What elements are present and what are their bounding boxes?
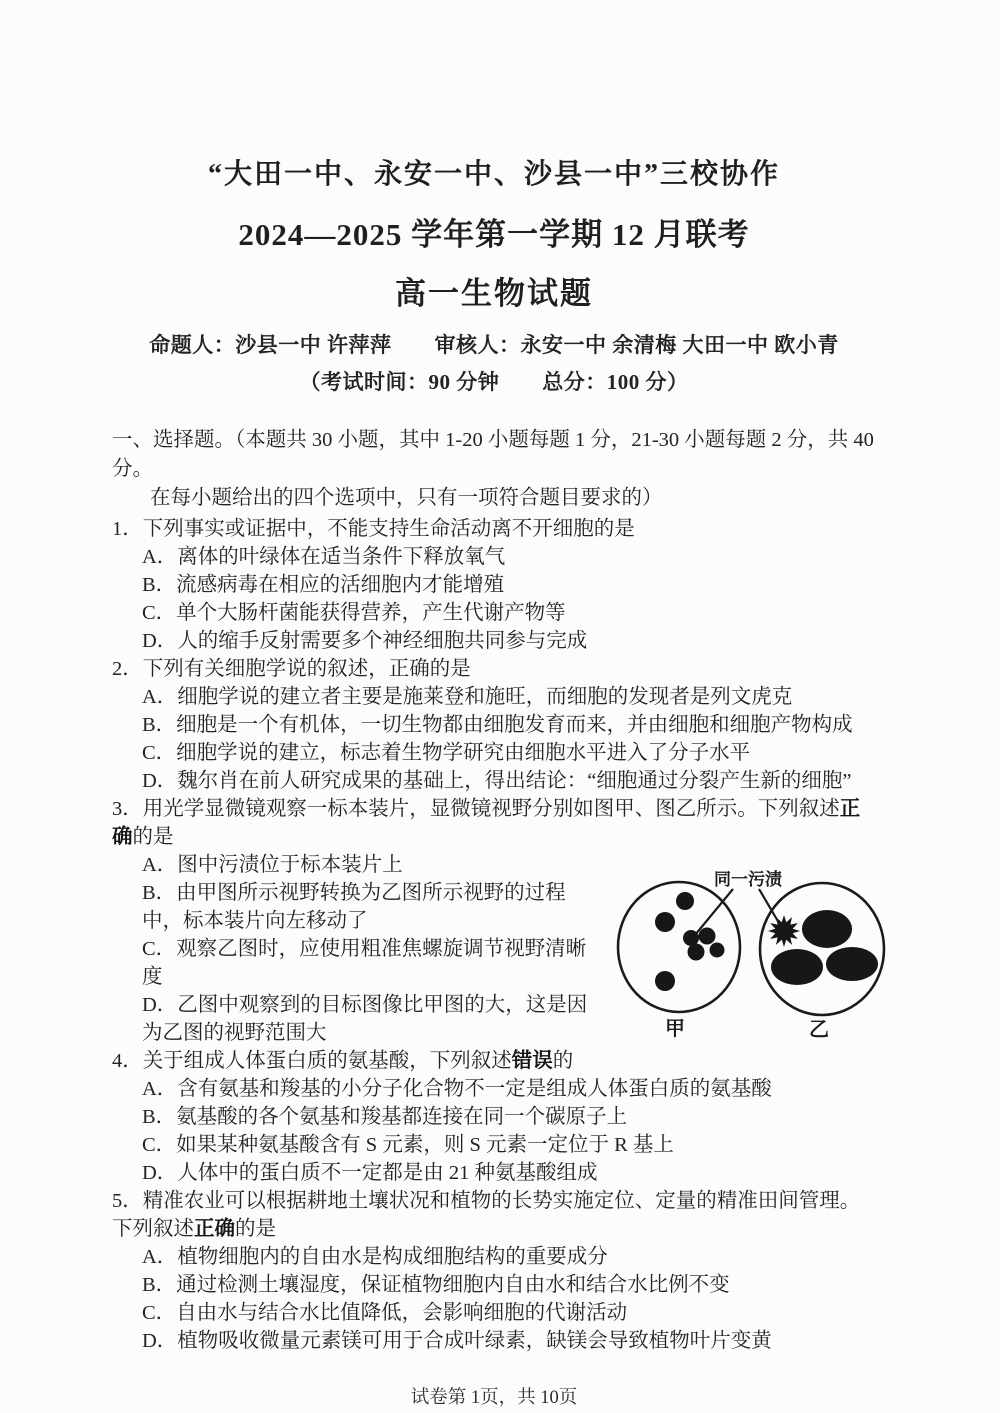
- label-yi: 乙: [809, 1019, 829, 1041]
- question-5-stem: [112, 1187, 876, 1243]
- option-c: C．观察乙图时，应使用粗准焦螺旋调节视野清晰度: [142, 938, 587, 988]
- question-number: 4．: [112, 1050, 143, 1072]
- question-2-options: [112, 683, 876, 795]
- option-c: C．如果某种氨基酸含有 S 元素，则 S 元素一定位于 R 基上: [142, 1134, 674, 1156]
- microscope-figure-svg: [607, 853, 892, 1041]
- stem-text: 关于组成人体蛋白质的氨基酸，下列叙述: [142, 1050, 512, 1072]
- stem-text: 下列事实或证据中，不能支持生命活动离不开细胞的是: [142, 518, 635, 540]
- stem-text: 用光学显微镜观察一标本装片，显微镜视野分别如图甲、图乙所示。下列叙述: [142, 798, 840, 820]
- question-1-stem: [112, 515, 876, 543]
- section-one-header: [112, 426, 876, 513]
- field-of-view-yi: [760, 883, 884, 1015]
- label-jia: 甲: [665, 1018, 685, 1040]
- question-list: [112, 515, 876, 1355]
- pointer-line-left: [695, 889, 733, 935]
- option-d: D．人体中的蛋白质不一定都是由 21 种氨基酸组成: [142, 1162, 598, 1184]
- option-d: D．植物吸收微量元素镁可用于合成叶绿素，缺镁会导致植物叶片变黄: [142, 1330, 772, 1352]
- stem-text: 的是: [235, 1218, 276, 1240]
- stem-emphasis: 错误: [511, 1050, 553, 1072]
- option-a: A．离体的叶绿体在适当条件下释放氧气: [142, 546, 506, 568]
- section-instructions-line1: 一、选择题。（本题共 30 小题，其中 1-20 小题每题 1 分，21-30 小题每题 2 分，共 40 分。: [112, 429, 874, 480]
- option-b: B．流感病毒在相应的活细胞内才能增殖: [142, 574, 505, 596]
- specimen-dot: [655, 912, 675, 932]
- option-c: C．自由水与结合水比值降低，会影响细胞的代谢活动: [142, 1302, 628, 1324]
- question-number: 5．: [112, 1190, 143, 1212]
- question-5: [112, 1187, 876, 1355]
- question-4-stem: [112, 1047, 876, 1075]
- option-a: A．含有氨基和羧基的小分子化合物不一定是组成人体蛋白质的氨基酸: [142, 1078, 772, 1100]
- large-specimen-blob: [826, 947, 878, 981]
- option-d: D．人的缩手反射需要多个神经细胞共同参与完成: [142, 630, 588, 652]
- question-number: 1．: [112, 518, 143, 540]
- stem-text: 精准农业可以根据耕地土壤状况和植物的长势实施定位、定量的精准田间管理。下列叙述: [112, 1190, 861, 1240]
- stem-text: 下列有关细胞学说的叙述，正确的是: [142, 658, 471, 680]
- option-d: D．魏尔肖在前人研究成果的基础上，得出结论：“细胞通过分裂产生新的细胞”: [142, 770, 852, 792]
- microscope-views-figure: [607, 853, 892, 1041]
- stain-cluster-dot: [699, 928, 716, 945]
- question-4-options: [112, 1075, 876, 1187]
- stain-cluster-dot: [710, 943, 725, 958]
- option-b: B．细胞是一个有机体，一切生物都由细胞发育而来，并由细胞和细胞产物构成: [142, 714, 853, 736]
- authors-line: 命题人：沙县一中 许萍萍 审核人：永安一中 余清梅 大田一中 欧小青: [149, 333, 839, 357]
- stem-emphasis: 正确: [112, 798, 861, 848]
- specimen-dot: [655, 971, 675, 991]
- option-b: B．氨基酸的各个氨基和羧基都连接在同一个碳原子上: [142, 1106, 628, 1128]
- option-d: D．乙图中观察到的目标图像比甲图的大，这是因为乙图的视野范围大: [142, 994, 588, 1044]
- same-stain-annotation: 同一污渍: [714, 870, 782, 889]
- section-instructions-line2: 在每小题给出的四个选项中，只有一项符合题目要求的）: [150, 487, 663, 509]
- question-number: 2．: [112, 658, 143, 680]
- page-number-footer: 试卷第 1页，共 10页: [410, 1388, 578, 1408]
- question-1: [112, 515, 876, 655]
- stain-cluster-dot: [688, 944, 705, 961]
- question-3-stem: [112, 795, 876, 851]
- option-c: C．单个大肠杆菌能获得营养，产生代谢产物等: [142, 602, 566, 624]
- exam-header: [112, 152, 876, 396]
- subject-title: 高一生物试题: [395, 276, 593, 311]
- large-specimen-blob: [802, 910, 852, 948]
- exam-time-score-line: （考试时间：90 分钟 总分：100 分）: [299, 370, 689, 394]
- question-2-stem: [112, 655, 876, 683]
- question-5-options: [112, 1243, 876, 1355]
- specimen-dot: [676, 892, 694, 910]
- large-specimen-blob: [771, 949, 823, 985]
- stem-text: 的是: [132, 826, 174, 848]
- option-c: C．细胞学说的建立，标志着生物学研究由细胞水平进入了分子水平: [142, 742, 751, 764]
- school-collaboration-title: “大田一中、永安一中、沙县一中”三校协作: [207, 159, 780, 190]
- option-a: A．植物细胞内的自由水是构成细胞结构的重要成分: [142, 1246, 608, 1268]
- option-a: A．细胞学说的建立者主要是施莱登和施旺，而细胞的发现者是列文虎克: [142, 686, 793, 708]
- question-1-options: [112, 543, 876, 655]
- stem-emphasis: 正确: [194, 1218, 235, 1240]
- option-b: B．由甲图所示视野转换为乙图所示视野的过程中，标本装片向左移动了: [142, 882, 566, 932]
- question-number: 3．: [112, 798, 143, 820]
- question-3: [112, 795, 876, 1047]
- option-a: A．图中污渍位于标本装片上: [142, 854, 403, 876]
- question-4: [112, 1047, 876, 1187]
- stain-splat: [768, 915, 800, 947]
- page-content: [112, 152, 876, 1409]
- semester-exam-title: 2024—2025 学年第一学期 12 月联考: [238, 217, 750, 252]
- option-b: B．通过检测土壤湿度，保证植物细胞内自由水和结合水比例不变: [142, 1274, 730, 1296]
- question-2: [112, 655, 876, 795]
- stem-text: 的: [552, 1050, 574, 1072]
